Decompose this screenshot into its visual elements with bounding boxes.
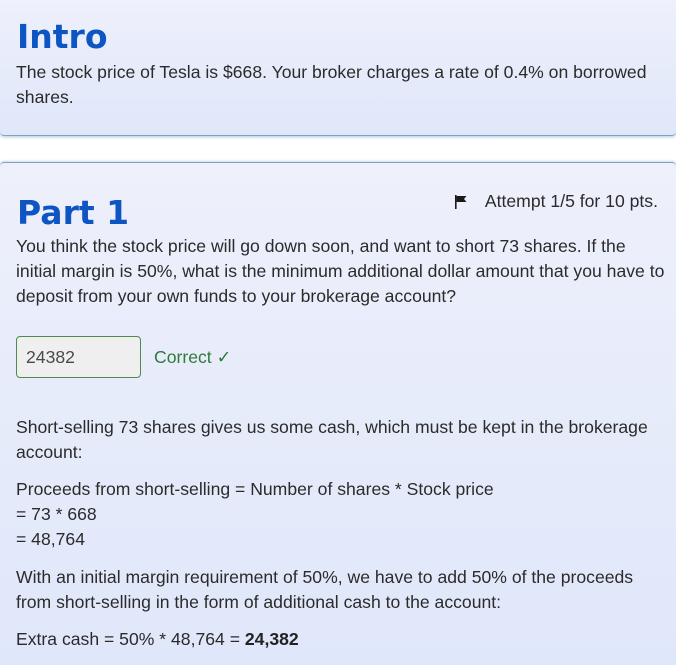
answer-input[interactable]: 24382 xyxy=(16,336,141,378)
extra-cash-result: 24,382 xyxy=(244,629,299,649)
solution-paragraph-1: Short-selling 73 shares gives us some cash, which must be kept in the brokerage account: xyxy=(16,417,648,462)
question-text: You think the stock price will go down soon, and want to short 73 shares. If the initial margin is 50%, what is the minimum additional dollar amount that you have to deposit from your own funds to your brokerage account? xyxy=(16,236,665,306)
solution-calc-line-2: = 73 * 668 xyxy=(16,504,97,524)
correct-feedback: Correct ✓ xyxy=(154,347,232,367)
solution-calc-line-3: = 48,764 xyxy=(16,529,85,549)
part1-card xyxy=(0,162,676,665)
solution-paragraph-2: With an initial margin requirement of 50%, we have to add 50% of the proceeds from short-selling in the form of additional cash to the account: xyxy=(16,567,634,612)
attempt-label: Attempt 1/5 for 10 pts. xyxy=(484,191,658,211)
part1-heading: Part 1 xyxy=(17,193,130,232)
extra-cash-line xyxy=(16,627,666,652)
intro-heading: Intro xyxy=(17,17,108,56)
intro-text: The stock price of Tesla is $668. Your broker charges a rate of 0.4% on borrowed shares. xyxy=(16,62,647,107)
attempt-indicator xyxy=(454,190,658,212)
extra-cash-prefix: Extra cash = 50% * 48,764 = xyxy=(16,629,245,649)
flag-icon xyxy=(454,193,468,209)
intro-card xyxy=(0,0,676,136)
solution-calc-line-1: Proceeds from short-selling = Number of shares * Stock price xyxy=(16,479,494,499)
